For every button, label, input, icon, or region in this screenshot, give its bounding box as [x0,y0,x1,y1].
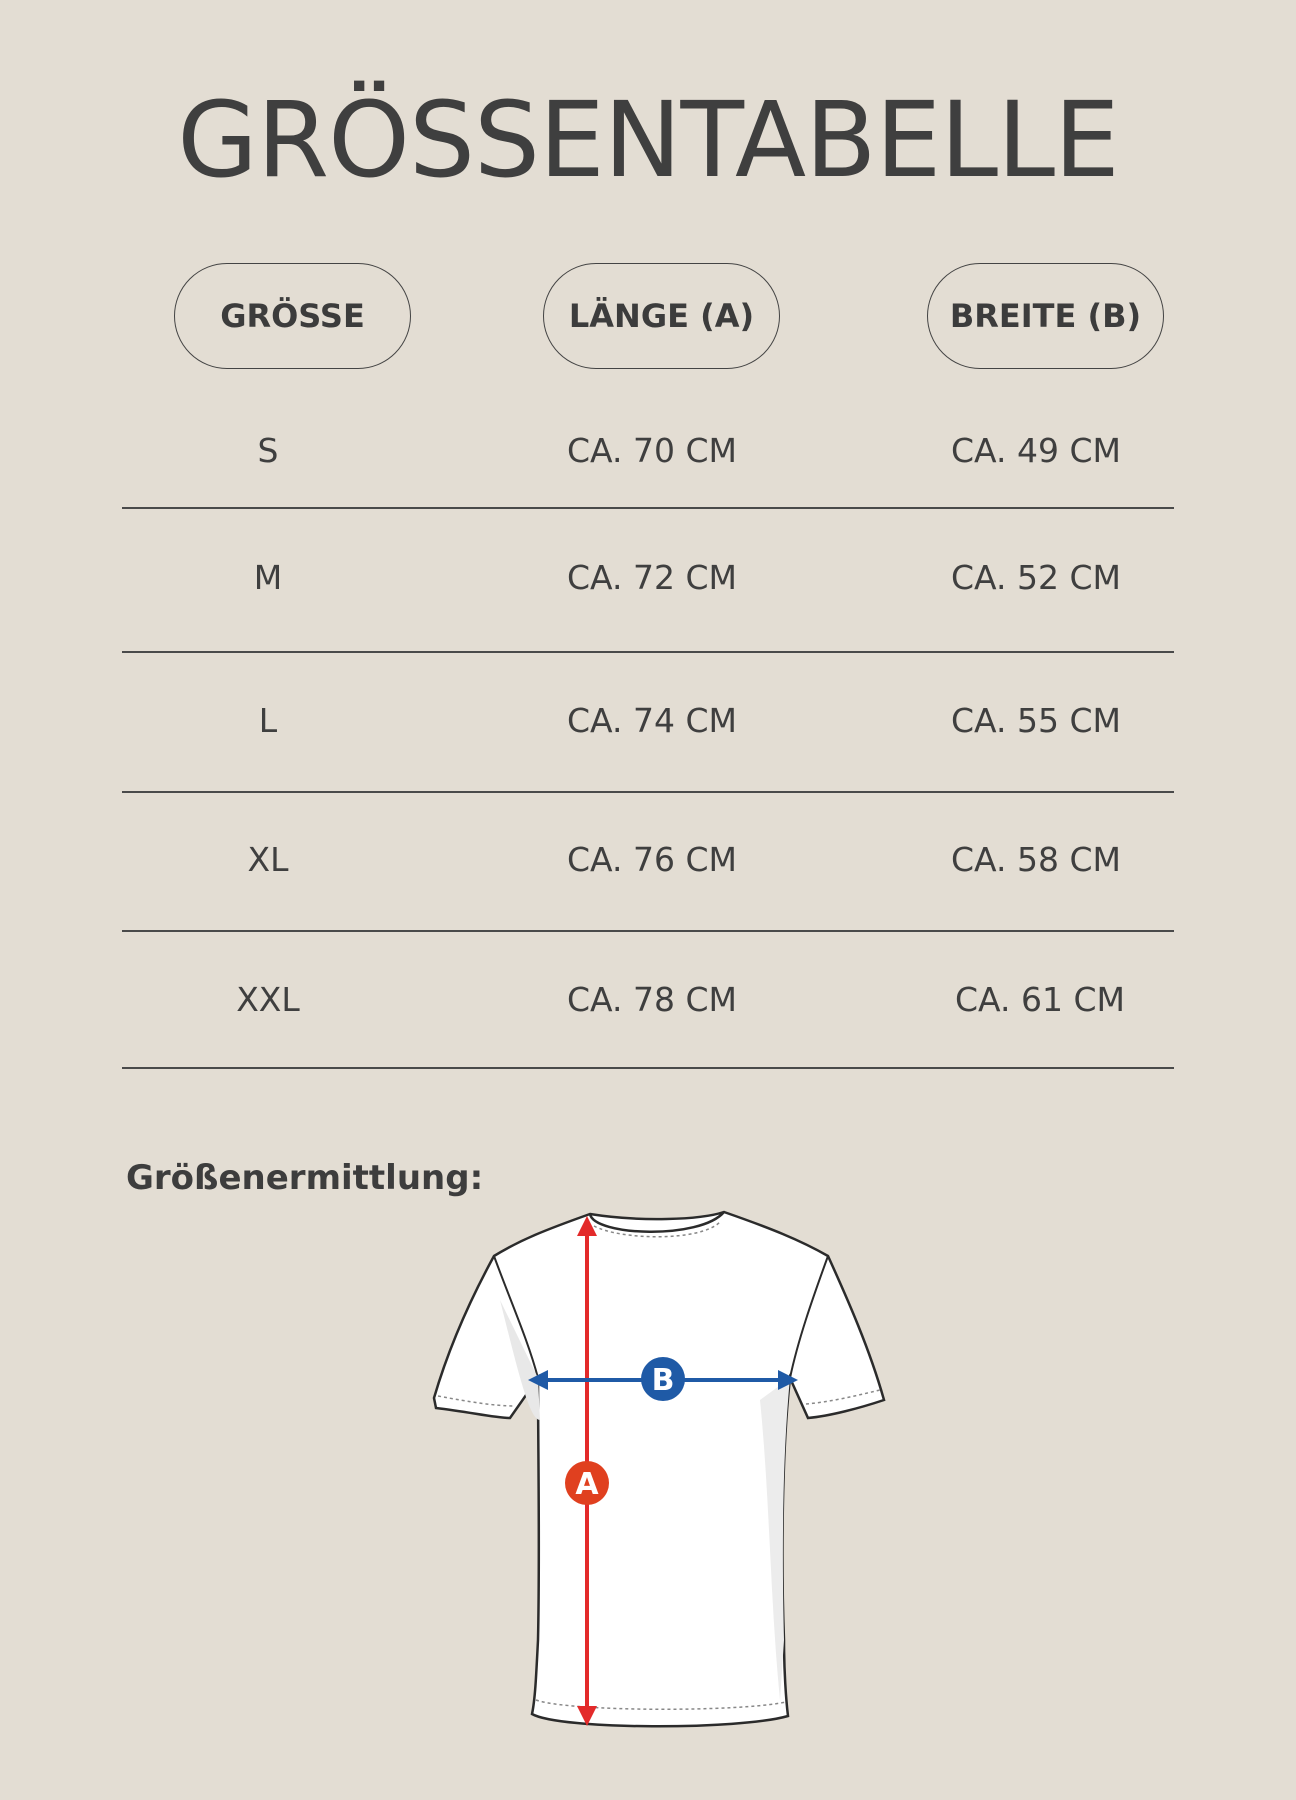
row-divider [122,507,1174,509]
table-cell-size: L [258,701,278,740]
row-divider [122,791,1174,793]
table-cell-width: CA. 52 CM [950,558,1121,597]
label-a: A [575,1467,599,1502]
row-divider [122,1067,1174,1069]
table-cell-width: CA. 55 CM [950,701,1121,740]
row-divider [122,930,1174,932]
table-cell-width: CA. 49 CM [950,431,1121,470]
table-cell-length: CA. 78 CM [566,980,737,1019]
table-cell-width: CA. 61 CM [954,980,1125,1019]
header-length: LÄNGE (A) [543,263,780,369]
table-cell-width: CA. 58 CM [950,840,1121,879]
header-size: GRÖSSE [174,263,411,369]
tshirt-diagram [420,1200,900,1740]
header-width: BREITE (B) [927,263,1164,369]
table-cell-length: CA. 74 CM [566,701,737,740]
table-cell-length: CA. 70 CM [566,431,737,470]
table-cell-length: CA. 76 CM [566,840,737,879]
table-cell-size: XL [247,840,289,879]
label-b: B [651,1363,675,1398]
section-subtitle: Größenermittlung: [126,1158,484,1198]
table-cell-size: XXL [236,980,300,1019]
row-divider [122,651,1174,653]
table-cell-size: M [253,558,283,597]
page-title: GRÖSSENTABELLE [177,79,1119,201]
table-cell-length: CA. 72 CM [566,558,737,597]
table-cell-size: S [257,431,279,470]
